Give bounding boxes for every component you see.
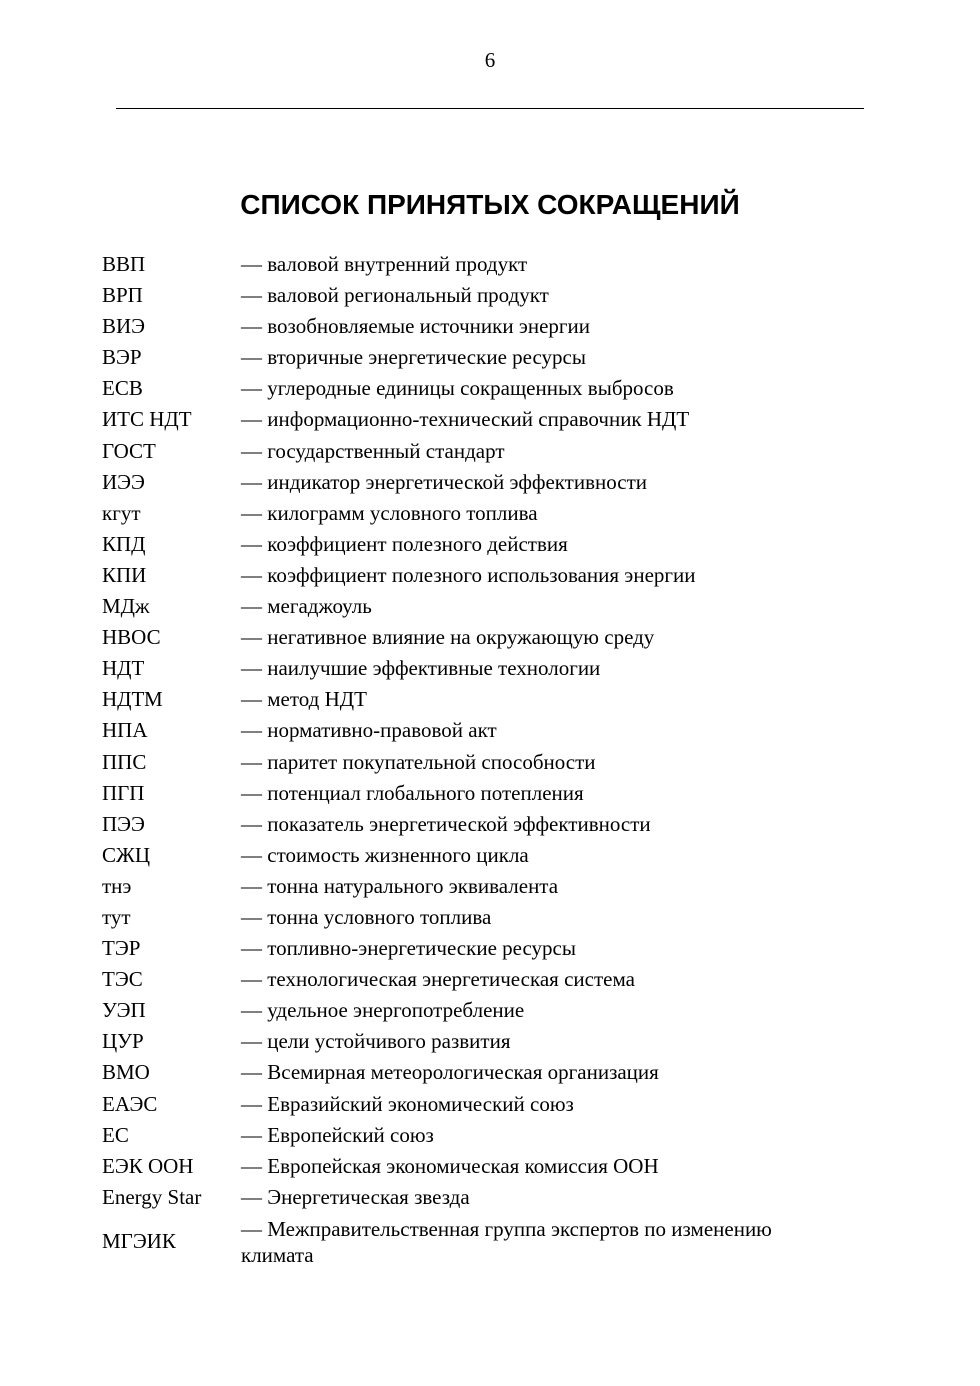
abbreviation-term: ЕАЭС bbox=[102, 1091, 158, 1116]
abbreviation-term: ВЭР bbox=[102, 345, 142, 370]
abbreviation-row bbox=[102, 529, 842, 560]
abbreviation-definition: — удельное энергопотребление bbox=[241, 998, 525, 1023]
abbreviation-term: СЖЦ bbox=[102, 842, 150, 867]
abbreviation-definition: — государственный стандарт bbox=[241, 438, 505, 463]
abbreviation-row bbox=[102, 498, 842, 529]
abbreviation-definition: — тонна условного топлива bbox=[241, 904, 492, 929]
abbreviation-term: НДТ bbox=[102, 656, 145, 681]
abbreviation-term: МДж bbox=[102, 594, 150, 619]
abbreviation-term: КПД bbox=[102, 531, 146, 556]
abbreviation-row bbox=[102, 933, 842, 964]
abbreviation-term: ИТС НДТ bbox=[102, 407, 192, 432]
abbreviation-row bbox=[102, 311, 842, 342]
abbreviation-definition: — информационно-технический справочник НДТ bbox=[241, 407, 690, 432]
abbreviation-row bbox=[102, 964, 842, 995]
abbreviation-row bbox=[102, 715, 842, 746]
header-rule bbox=[116, 108, 864, 109]
abbreviation-row bbox=[102, 342, 842, 373]
abbreviation-definition: — мегаджоуль bbox=[241, 594, 372, 619]
abbreviation-term: кгут bbox=[102, 500, 141, 525]
abbreviation-definition: — паритет покупательной способности bbox=[241, 749, 596, 774]
abbreviation-row bbox=[102, 747, 842, 778]
abbreviation-term: ВВП bbox=[102, 252, 146, 276]
abbreviation-row bbox=[102, 560, 842, 591]
abbreviation-term: ИЭЭ bbox=[102, 469, 145, 494]
page-title: СПИСОК ПРИНЯТЫХ СОКРАЩЕНИЙ bbox=[240, 189, 740, 220]
abbreviation-term: тнэ bbox=[102, 873, 132, 898]
abbreviation-row bbox=[102, 684, 842, 715]
abbreviation-term: тут bbox=[102, 904, 131, 929]
abbreviation-row bbox=[102, 902, 842, 933]
abbreviation-definition: — Межправительственная группа экспертов по изменению климата bbox=[241, 1216, 772, 1267]
abbreviation-definition: — нормативно-правовой акт bbox=[241, 718, 497, 743]
abbreviation-definition: — цели устойчивого развития bbox=[241, 1029, 511, 1054]
abbreviation-row bbox=[102, 1057, 842, 1088]
abbreviation-row bbox=[102, 249, 842, 280]
abbreviation-row bbox=[102, 373, 842, 404]
abbreviation-definition: — Всемирная метеорологическая организация bbox=[241, 1060, 659, 1085]
abbreviation-row bbox=[102, 1089, 842, 1120]
abbreviation-definition: — вторичные энергетические ресурсы bbox=[241, 345, 586, 370]
abbreviation-term: ЕСВ bbox=[102, 376, 143, 401]
abbreviation-term: КПИ bbox=[102, 562, 147, 587]
abbreviation-term: ППС bbox=[102, 749, 147, 774]
abbreviation-row bbox=[102, 809, 842, 840]
abbreviation-row bbox=[102, 280, 842, 311]
abbreviation-definition: — наилучшие эффективные технологии bbox=[241, 656, 601, 681]
abbreviation-definition: — показатель энергетической эффективности bbox=[241, 811, 651, 836]
abbreviation-definition: — негативное влияние на окружающую среду bbox=[241, 625, 655, 650]
abbreviation-definition: — валовой региональный продукт bbox=[241, 283, 549, 308]
abbreviation-term: ЕЭК ООН bbox=[102, 1153, 194, 1178]
abbreviation-definition: — Евразийский экономический союз bbox=[241, 1091, 574, 1116]
abbreviation-definition: — углеродные единицы сокращенных выбросов bbox=[241, 376, 674, 401]
abbreviation-definition: — технологическая энергетическая система bbox=[241, 967, 635, 992]
abbreviation-row bbox=[102, 778, 842, 809]
abbreviation-row bbox=[102, 436, 842, 467]
abbreviation-definition: — Энергетическая звезда bbox=[241, 1184, 470, 1209]
abbreviation-term: НДТМ bbox=[102, 687, 163, 712]
abbreviation-definition: — валовой внутренний продукт bbox=[241, 252, 528, 276]
abbreviation-term: ЦУР bbox=[102, 1029, 144, 1054]
abbreviation-row bbox=[102, 404, 842, 435]
abbreviation-term: ЕС bbox=[102, 1122, 129, 1147]
abbreviation-term: ТЭС bbox=[102, 967, 143, 992]
abbreviation-row bbox=[102, 622, 842, 653]
abbreviation-definition: — Европейский союз bbox=[241, 1122, 434, 1147]
abbreviation-row bbox=[102, 591, 842, 622]
abbreviation-definition: — коэффициент полезного действия bbox=[241, 531, 568, 556]
abbreviation-definition: — потенциал глобального потепления bbox=[241, 780, 584, 805]
abbreviation-row bbox=[102, 871, 842, 902]
abbreviation-term: ВРП bbox=[102, 283, 143, 308]
abbreviation-term: ПЭЭ bbox=[102, 811, 145, 836]
abbreviation-term: НПА bbox=[102, 718, 148, 743]
abbreviation-row bbox=[102, 1026, 842, 1057]
abbreviation-row bbox=[102, 653, 842, 684]
abbreviation-definition: — Европейская экономическая комиссия ООН bbox=[241, 1153, 659, 1178]
abbreviation-row bbox=[102, 1120, 842, 1151]
abbreviation-row bbox=[102, 1182, 842, 1213]
abbreviation-term: МГЭИК bbox=[102, 1229, 176, 1254]
abbreviation-definition: — топливно-энергетические ресурсы bbox=[241, 936, 576, 961]
abbreviation-row bbox=[102, 467, 842, 498]
abbreviation-term: ВИЭ bbox=[102, 314, 146, 339]
abbreviation-row bbox=[102, 1151, 842, 1182]
abbreviation-definition: — стоимость жизненного цикла bbox=[241, 842, 529, 867]
abbreviation-term: УЭП bbox=[102, 998, 146, 1023]
abbreviation-row bbox=[102, 1213, 842, 1271]
abbreviation-definition: — индикатор энергетической эффективности bbox=[241, 469, 648, 494]
abbreviations-table bbox=[102, 249, 842, 1271]
page-number: 6 bbox=[484, 48, 496, 72]
abbreviation-definition: — возобновляемые источники энергии bbox=[241, 314, 590, 339]
abbreviation-term: ПГП bbox=[102, 780, 145, 805]
abbreviation-term: ТЭР bbox=[102, 936, 141, 961]
abbreviation-term: ГОСТ bbox=[102, 438, 156, 463]
abbreviation-definition: — тонна натурального эквивалента bbox=[241, 873, 559, 898]
abbreviation-row bbox=[102, 995, 842, 1026]
abbreviation-term: НВОС bbox=[102, 625, 161, 650]
abbreviation-definition: — метод НДТ bbox=[241, 687, 367, 712]
abbreviation-definition: — коэффициент полезного использования энергии bbox=[241, 562, 696, 587]
abbreviation-definition: — килограмм условного топлива bbox=[241, 500, 538, 525]
abbreviation-term: ВМО bbox=[102, 1060, 150, 1085]
abbreviation-term: Energy Star bbox=[102, 1184, 202, 1209]
abbreviation-row bbox=[102, 840, 842, 871]
